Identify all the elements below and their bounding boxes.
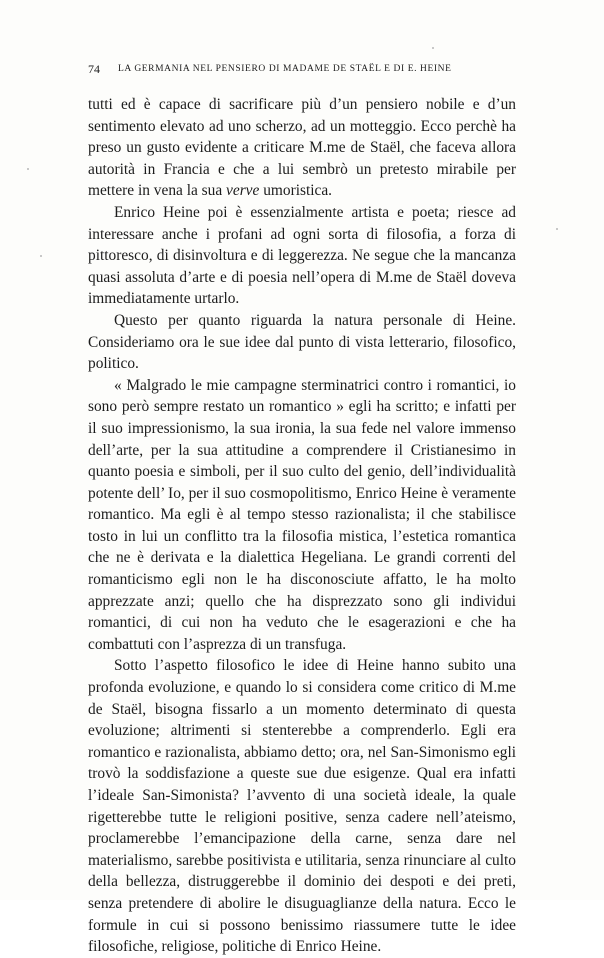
print-speck [27,168,29,170]
print-speck [40,255,42,257]
print-speck [556,228,558,230]
paragraph-philosophy: Sotto l’aspetto filosofico le idee di Heine hanno subito una profonda evoluzione, e quando lo si considera come critico di M.me de Staël, bisogna fissarlo a un momento determinato di questa evoluzione; altrimenti si stenterebbe a comprenderlo. Egli era romantico e razionalista, abbiamo detto; ora, nel San-Simonismo egli trovò la soddisfazione a queste sue due esigenze. Qual era infatti l’ideale San-Simonista? l’avvento di una società ideale, la quale rigetterebbe tutte le religioni positive, senza cadere nell’ateismo, proclamerebbe l’emancipazione della carne, senza dare nel materialismo, sarebbe positivista e utilitaria, senza rinunciare al culto della bellezza, distruggerebbe il dominio dei despoti e dei preti, senza pretendere di abolire le disuguaglianze della natura. Ecco le formule in cui si possono benissimo riassumere tutte le idee filosofiche, religiose, politiche di Enrico Heine. [88,657,516,956]
italic-word: verve [226,182,260,200]
running-title: LA GERMANIA NEL PENSIERO DI MADAME DE STAËL E DI E. HEINE [118,64,452,74]
paragraph-heine-artist: Enrico Heine poi è essenzialmente artista e poeta; riesce ad interessare anche i profani ad ogni sorta di filosofia, a forza di pittoresco, di disinvoltura e di leggerezza. Ne segue che la mancanza quasi assoluta d’arte e di poesia nell’opera di M.me de Staël doveva immediatamente urtarlo. [88,203,516,308]
page-number: 74 [88,62,100,76]
body-text [88,94,516,958]
paragraph-continuation [88,94,516,202]
running-header [88,61,518,77]
print-speck [432,47,434,49]
paragraph-romanticism: « Malgrado le mie campagne sterminatrici contro i romantici, io sono però sempre restato un romantico » egli ha scritto; e infatti per il suo impressionismo, la sua ironia, la sua fede nel valore immenso dell’arte, per la sua attitudine a comprendere il Cristianesimo in quanto poesia e simboli, per il suo culto del genio, dell’individualità potente dell’ Io, per il suo cosmopolitismo, Enrico Heine è veramente romantico. Ma egli è al tempo stesso razionalista; il che stabilisce tosto in lui un conflitto tra la filosofia mistica, l’estetica romantica che ne è derivata e la dialettica Hegeliana. Le grandi correnti del romanticismo egli non le ha disconosciute affatto, le ha molto apprezzate anzi; quello che ha disprezzato sono gli individui romantici, di cui non ha veduto che le esagerazioni e che ha combattuti con l’asprezza di un transfuga. [88,376,516,653]
paragraph-text: tutti ed è capace di sacrificare più d’un pensiero nobile e d’un sentimento elevato ad uno scherzo, ad un motteggio. Ecco perchè ha preso un gusto evidente a criticare M.me de Staël, che faceva allora autorità in Francia e che a lui sembrò un pretesto mirabile per mettere in vena la sua [88,96,516,200]
paragraph-text: umoristica. [259,182,333,200]
paragraph-personal-nature: Questo per quanto riguarda la natura personale di Heine. Consideriamo ora le sue idee dal punto di vista letterario, filosofico, politico. [88,311,516,373]
